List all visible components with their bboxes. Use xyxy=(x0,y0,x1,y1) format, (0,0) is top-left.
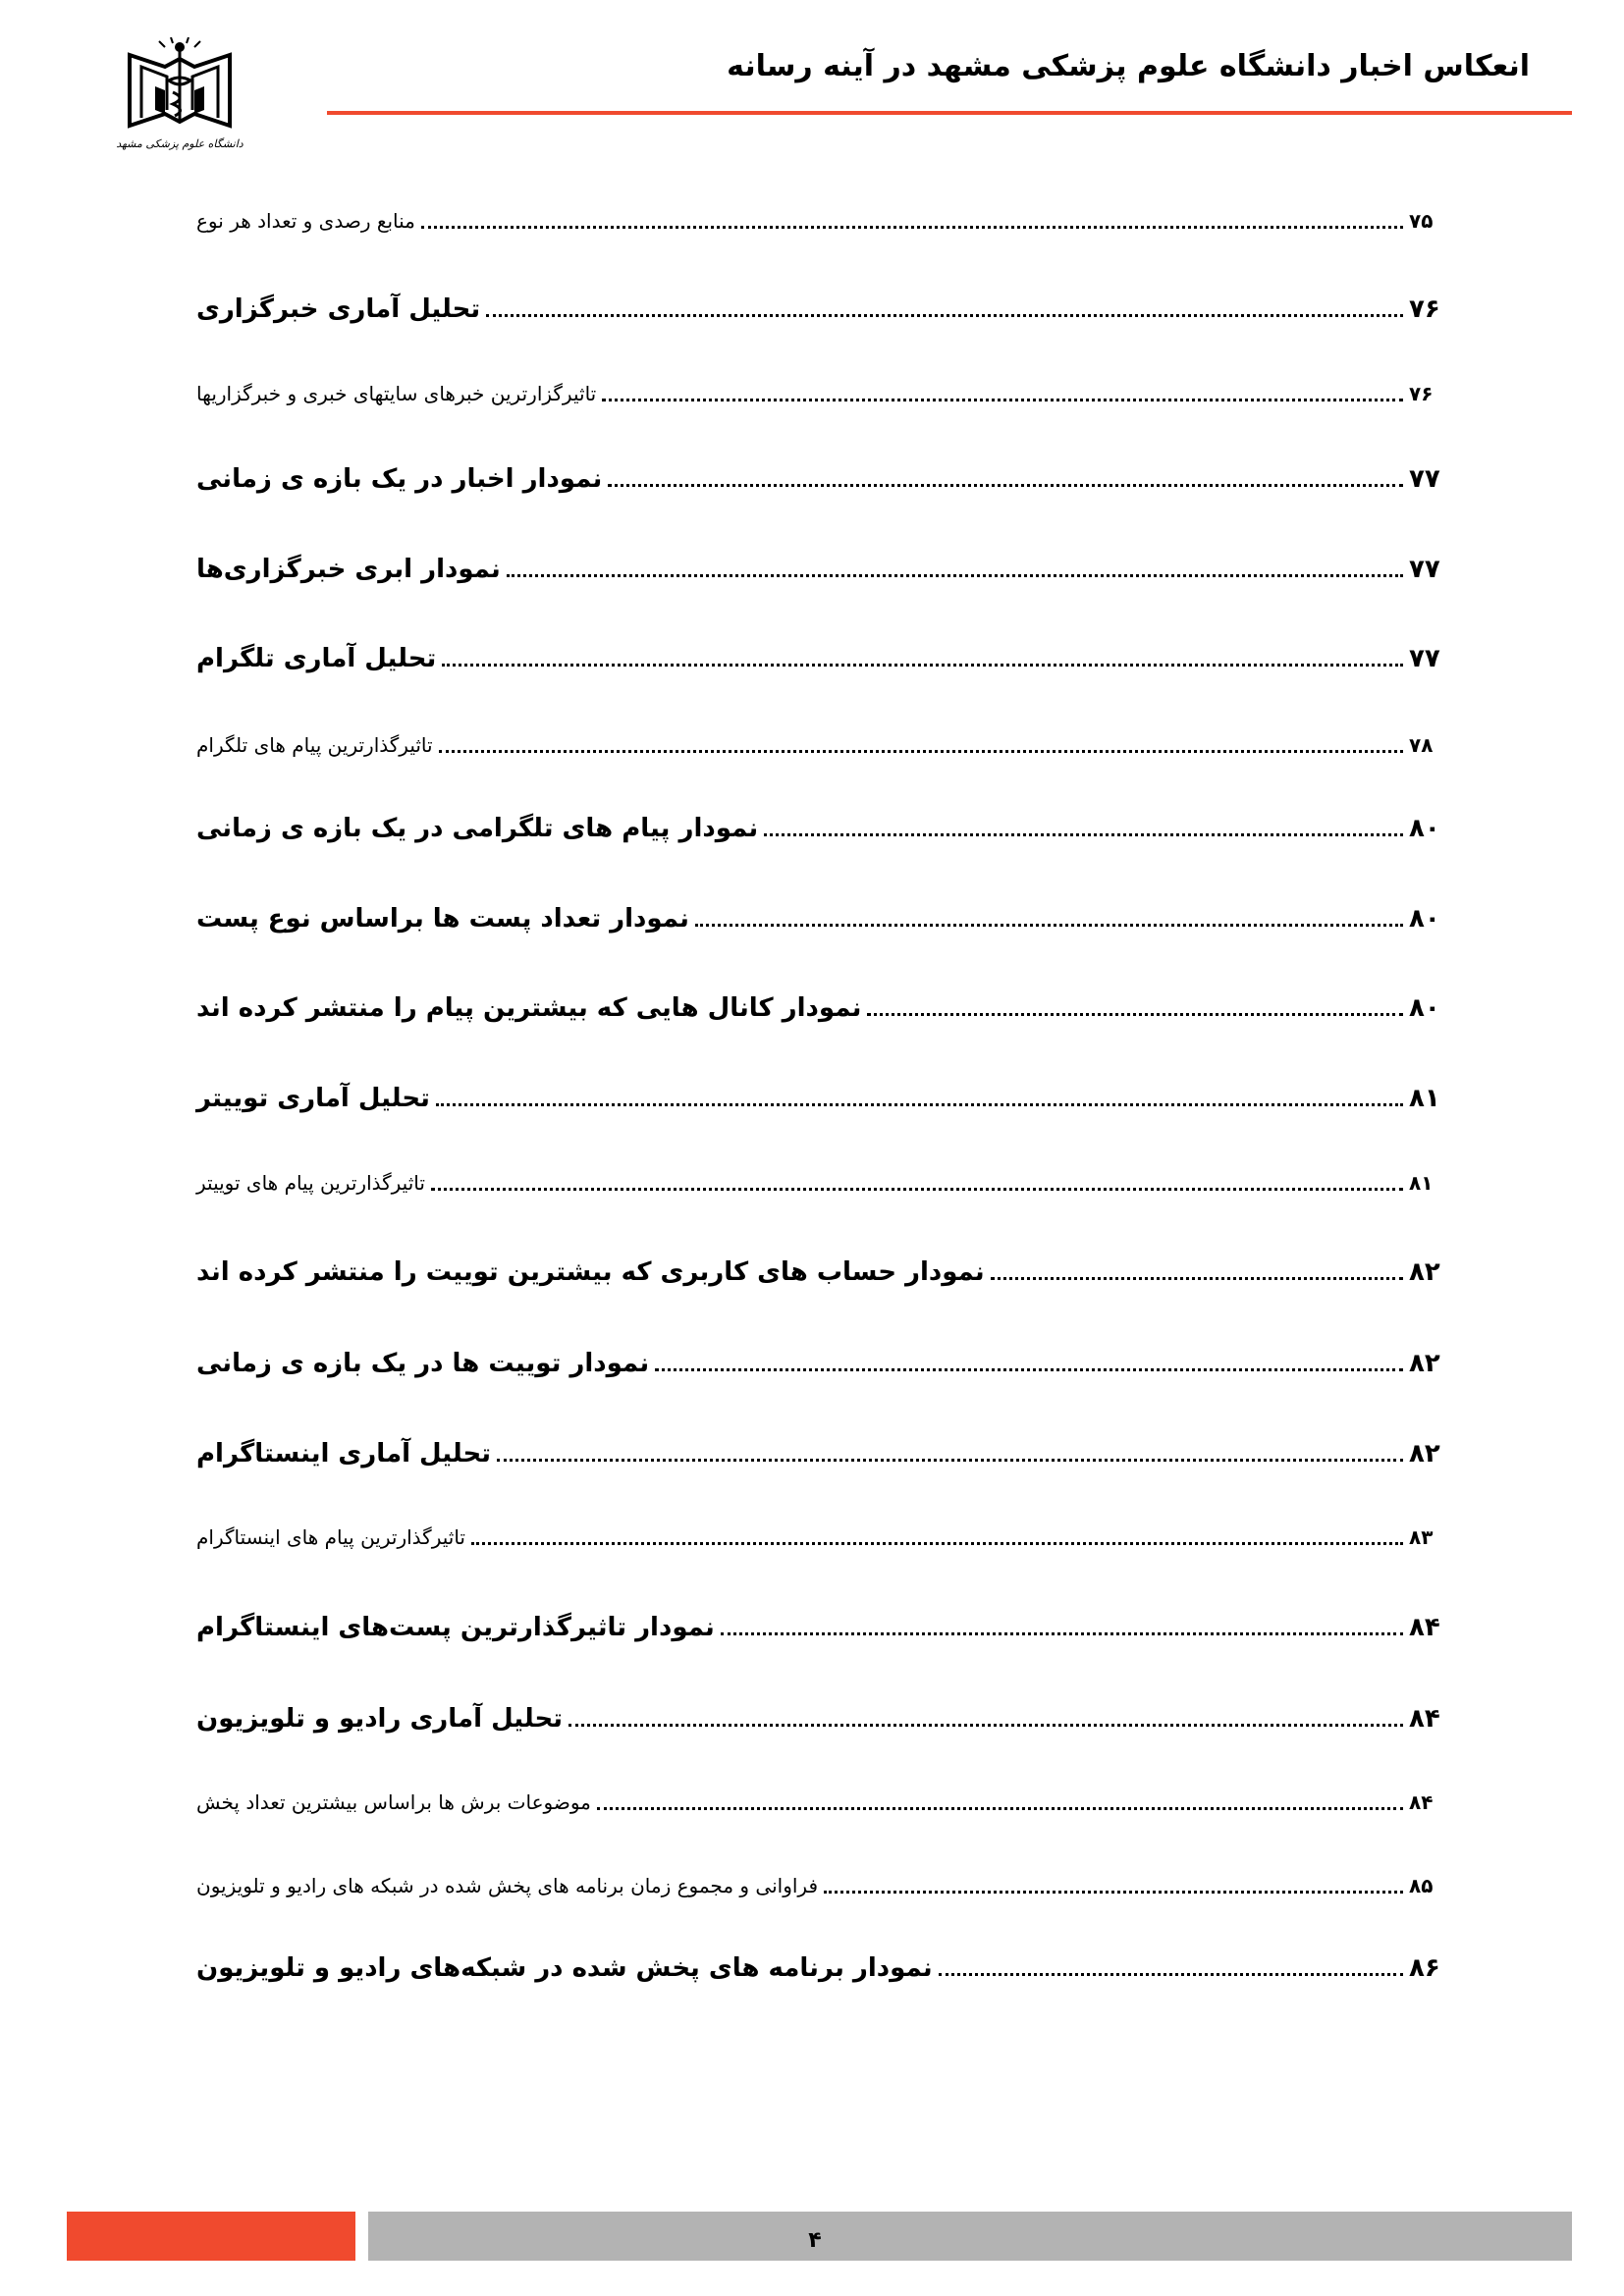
toc-entry[interactable] xyxy=(196,550,1448,589)
toc-entry[interactable] xyxy=(196,459,1448,499)
toc-dot-leader xyxy=(442,664,1403,667)
page-number: ۴ xyxy=(808,2228,822,2253)
toc-entry-page-number: ۸۰ xyxy=(1409,993,1440,1023)
toc-dot-leader xyxy=(764,833,1403,836)
toc-entry[interactable] xyxy=(196,639,1448,678)
toc-entry-title: تاثیرگذارترین پیام های تلگرام xyxy=(196,733,433,757)
header-rule xyxy=(327,111,1572,115)
toc-entry-title: تحلیل آماری توییتر xyxy=(196,1084,430,1113)
toc-entry-page-number: ۷۷ xyxy=(1409,555,1440,584)
toc-entry-title: نمودار پیام های تلگرامی در یک بازه ی زمانی xyxy=(196,814,759,843)
toc-entry[interactable] xyxy=(196,374,1448,413)
toc-entry[interactable] xyxy=(196,290,1448,329)
page-header-title: انعکاس اخبار دانشگاه علوم پزشکی مشهد در آینه رسانه xyxy=(727,49,1530,83)
toc-entry[interactable] xyxy=(196,201,1448,240)
toc-entry-page-number: ۷۷ xyxy=(1409,644,1440,673)
toc-entry[interactable] xyxy=(196,1253,1448,1292)
toc-entry-title: نمودار توییت ها در یک بازه ی زمانی xyxy=(196,1349,650,1378)
toc-entry-page-number: ۸۲ xyxy=(1409,1439,1440,1468)
toc-entry-page-number: ۸۱ xyxy=(1409,1084,1440,1113)
toc-dot-leader xyxy=(824,1891,1403,1894)
toc-dot-leader xyxy=(507,574,1403,577)
toc-entry-title: منابع رصدی و تعداد هر نوع xyxy=(196,209,415,233)
toc-entry[interactable] xyxy=(196,809,1448,848)
toc-entry[interactable] xyxy=(196,725,1448,765)
toc-entry-page-number: ۷۸ xyxy=(1409,733,1434,757)
toc-dot-leader xyxy=(867,1013,1403,1016)
toc-entry[interactable] xyxy=(196,1949,1448,1988)
toc-entry-title: فراوانی و مجموع زمان برنامه های پخش شده در شبکه های رادیو و تلویزیون xyxy=(196,1874,819,1897)
toc-entry[interactable] xyxy=(196,899,1448,938)
toc-entry-page-number: ۷۶ xyxy=(1409,382,1434,405)
toc-entry-page-number: ۸۴ xyxy=(1409,1704,1440,1734)
toc-entry[interactable] xyxy=(196,1866,1448,1905)
toc-entry-title: تحلیل آماری اینستاگرام xyxy=(196,1439,491,1468)
toc-dot-leader xyxy=(721,1632,1403,1635)
toc-entry-page-number: ۸۲ xyxy=(1409,1349,1440,1378)
toc-entry[interactable] xyxy=(196,1079,1448,1118)
toc-dot-leader xyxy=(431,1188,1403,1191)
toc-dot-leader xyxy=(991,1277,1403,1280)
toc-entry-page-number: ۷۷ xyxy=(1409,464,1440,494)
toc-entry[interactable] xyxy=(196,1163,1448,1202)
toc-entry-page-number: ۸۳ xyxy=(1409,1525,1434,1549)
toc-dot-leader xyxy=(439,750,1403,753)
toc-entry-page-number: ۸۰ xyxy=(1409,904,1440,934)
toc-dot-leader xyxy=(608,484,1403,487)
footer-red-bar xyxy=(67,2212,355,2261)
toc-entry-title: نمودار ابری خبرگزاری‌ها xyxy=(196,555,501,584)
toc-entry[interactable] xyxy=(196,1608,1448,1647)
toc-entry-title: تحلیل آماری رادیو و تلویزیون xyxy=(196,1704,564,1734)
toc-entry[interactable] xyxy=(196,1344,1448,1383)
logo-caption: دانشگاه علوم پزشکی مشهد xyxy=(116,137,244,150)
toc-dot-leader xyxy=(695,924,1403,927)
toc-dot-leader xyxy=(939,1973,1403,1976)
toc-dot-leader xyxy=(497,1459,1403,1462)
toc-entry[interactable] xyxy=(196,1518,1448,1557)
toc-dot-leader xyxy=(471,1542,1403,1545)
toc-entry-page-number: ۷۶ xyxy=(1409,294,1440,324)
toc-entry[interactable] xyxy=(196,1434,1448,1473)
toc-entry-page-number: ۷۵ xyxy=(1409,209,1434,233)
toc-entry-page-number: ۸۴ xyxy=(1409,1613,1440,1642)
toc-dot-leader xyxy=(486,314,1403,317)
toc-entry-title: تحلیل آماری خبرگزاری xyxy=(196,294,481,324)
toc-entry-page-number: ۸۰ xyxy=(1409,814,1440,843)
toc-entry-title: نمودار برنامه های پخش شده در شبکه‌های رادیو و تلویزیون xyxy=(196,1953,933,1983)
toc-entry-title: تحلیل آماری تلگرام xyxy=(196,644,437,673)
toc-entry-title: موضوعات برش ها براساس بیشترین تعداد پخش xyxy=(196,1790,591,1814)
toc-dot-leader xyxy=(655,1368,1403,1371)
toc-entry-title: نمودار حساب های کاربری که بیشترین توییت را منتشر کرده اند xyxy=(196,1257,985,1287)
toc-entry-page-number: ۸۱ xyxy=(1409,1171,1434,1195)
toc-entry[interactable] xyxy=(196,988,1448,1028)
toc-entry-page-number: ۸۴ xyxy=(1409,1790,1434,1814)
toc-entry-title: تاثیرگذارترین پیام های اینستاگرام xyxy=(196,1525,465,1549)
toc-dot-leader xyxy=(568,1724,1403,1727)
toc-dot-leader xyxy=(421,226,1403,229)
toc-dot-leader xyxy=(436,1103,1403,1106)
toc-entry-title: نمودار تعداد پست ها براساس نوع پست xyxy=(196,904,689,934)
toc-entry-page-number: ۸۲ xyxy=(1409,1257,1440,1287)
toc-entry-title: نمودار اخبار در یک بازه ی زمانی xyxy=(196,464,603,494)
toc-dot-leader xyxy=(602,399,1403,401)
toc-dot-leader xyxy=(597,1807,1403,1810)
toc-entry-title: نمودار تاثیرگذارترین پست‌های اینستاگرام xyxy=(196,1613,715,1642)
toc-entry[interactable] xyxy=(196,1699,1448,1738)
toc-entry-title: نمودار کانال هایی که بیشترین پیام را منتشر کرده اند xyxy=(196,993,862,1023)
toc-entry-title: تاثیرگزارترین خبرهای سایتهای خبری و خبرگزاریها xyxy=(196,382,597,405)
toc-entry-page-number: ۸۶ xyxy=(1409,1953,1440,1983)
footer-gray-bar xyxy=(368,2212,1572,2261)
toc-entry-page-number: ۸۵ xyxy=(1409,1874,1434,1897)
university-logo xyxy=(116,37,244,165)
toc-entry[interactable] xyxy=(196,1783,1448,1822)
toc-entry-title: تاثیرگذارترین پیام های توییتر xyxy=(196,1171,425,1195)
